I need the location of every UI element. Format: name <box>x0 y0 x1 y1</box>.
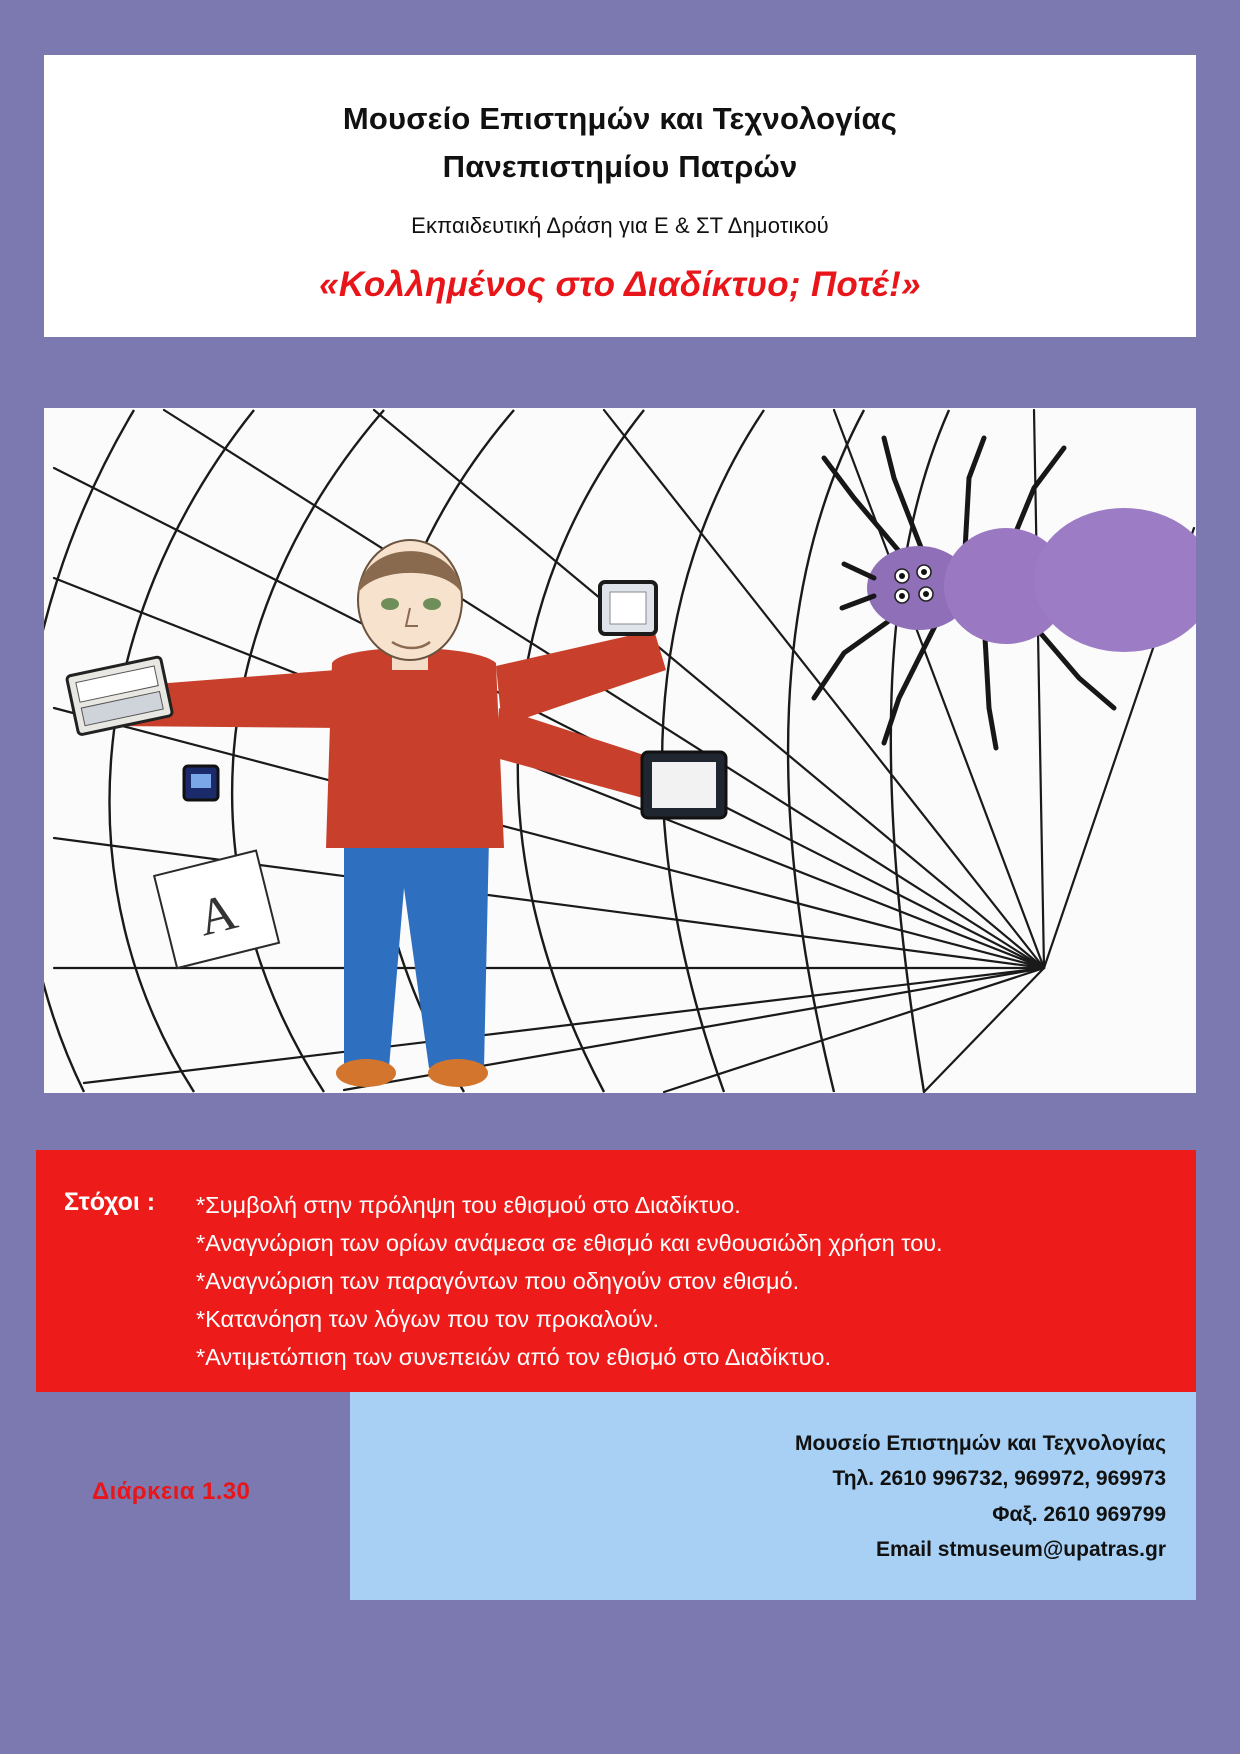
contact-line-fax: Φαξ. 2610 969799 <box>992 1502 1166 1526</box>
activity-subtitle: Εκπαιδευτική Δράση για Ε & ΣΤ Δημοτικού <box>411 213 829 239</box>
goals-list <box>196 1186 1176 1376</box>
page-title: «Κολλημένος στο Διαδίκτυο; Ποτέ!» <box>319 265 921 305</box>
contact-panel <box>350 1392 1196 1600</box>
illustration-image <box>44 408 1196 1093</box>
museum-title-line1: Μουσείο Επιστημών και Τεχνολογίας <box>342 101 898 136</box>
goals-section <box>36 1150 1196 1392</box>
goals-label: Στόχοι : <box>64 1188 156 1216</box>
contact-line-museum: Μουσείο Επιστημών και Τεχνολογίας <box>795 1432 1166 1455</box>
contact-line-email: Email stmuseum@upatras.gr <box>875 1537 1166 1561</box>
spider-web-drawing <box>44 408 1196 1093</box>
duration-label: Διάρκεια 1.30 <box>92 1478 251 1505</box>
goal-item: *Αναγνώριση των ορίων ανάμεσα σε εθισμό και ενθουσιώδη χρήση του. <box>196 1230 943 1257</box>
museum-title-line2: Πανεπιστημίου Πατρών <box>442 149 798 185</box>
svg-text:A: A <box>192 883 243 948</box>
goal-item: *Συμβολή στην πρόληψη του εθισμού στο Διαδίκτυο. <box>196 1192 741 1218</box>
header-card <box>44 55 1196 337</box>
goal-item: *Αναγνώριση των παραγόντων που οδηγούν στον εθισμό. <box>196 1268 800 1295</box>
goal-item: *Αντιμετώπιση των συνεπειών από τον εθισμό στο Διαδίκτυο. <box>196 1344 832 1371</box>
goal-item: *Κατανόηση των λόγων που τον προκαλούν. <box>196 1306 659 1333</box>
contact-line-phone: Τηλ. 2610 996732, 969972, 969973 <box>832 1467 1166 1491</box>
